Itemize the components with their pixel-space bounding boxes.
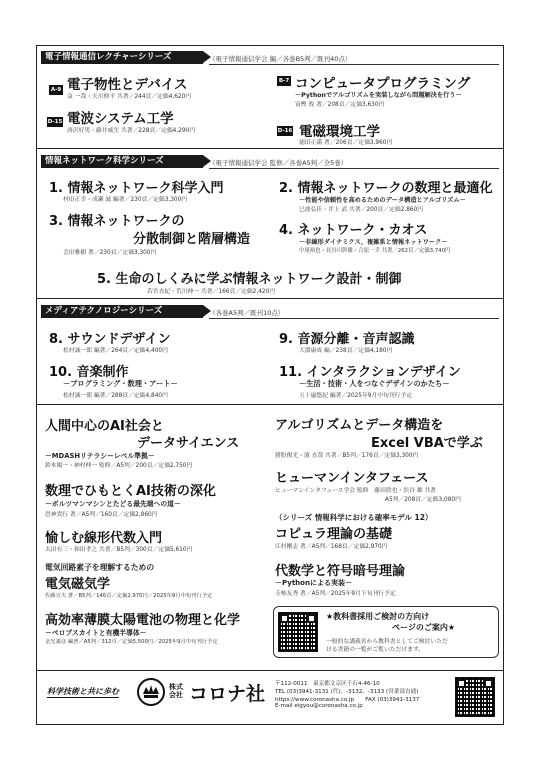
book-info: 鈴木陽一・神村伸一 監修／A5判／200頁／定価2,750円 — [45, 463, 193, 469]
book-title: 10. 音楽制作 — [49, 365, 129, 380]
book-info: 五十嵐悠紀 編著／2025年9月中旬刊行予定 — [299, 393, 413, 399]
publisher-phone: TEL (03)3941-3131 (代)、-3132、-3133 (営業部直通) — [275, 689, 419, 695]
book-info: A5判／208頁／定価3,080円 — [385, 497, 461, 503]
book-title: 電子物性とデバイス — [67, 77, 188, 93]
book-title: 電気磁気学 — [45, 577, 111, 592]
book-info: 江村剛志 著／A5判／168頁／定価2,970円 — [275, 544, 388, 550]
book-info: 会田雅樹 著／230頁／定価3,300円 — [63, 250, 157, 256]
corona-logo-icon — [137, 678, 165, 706]
book-info: 佐藤宣夫 著／B5判／146頁／定価2,970円／2025年9月中旬刊行予定 — [45, 593, 213, 599]
publisher-website-fax[interactable]: https://www.coronasha.co.jp FAX (03)3941-3137 — [275, 697, 420, 703]
callout-title: ★教科書採用ご検討の方向け — [326, 612, 430, 621]
book-subtitle: －ボルツマンマシンとたどる最先端への道－ — [45, 500, 181, 508]
book-title: 11. インタラクションデザイン — [279, 365, 461, 380]
book-subtitle: －ペロブスカイトと有機半導体－ — [45, 629, 147, 637]
book-subtitle: －Pythonによる実装－ — [275, 579, 352, 587]
book-subtitle: －性能や信頼性を高めるためのデータ構造とアルゴリズム－ — [299, 197, 466, 204]
divider — [209, 168, 499, 169]
book-info: 徳田正満 著／206頁／定価3,960円 — [299, 140, 393, 146]
qr-code-icon[interactable] — [455, 677, 495, 717]
publisher-address: 〒112-0011 東京都文京区千石4-46-10 — [275, 681, 380, 687]
book-info: 巳波弘佳・井上 武 共著／200頁／定価2,860円 — [299, 207, 424, 213]
book-title: 人間中心のAI社会と — [45, 419, 164, 434]
book-subtitle: －Pythonでアルゴリズムを実装しながら問題解決を行う－ — [295, 92, 462, 99]
book-info: 中尾裕也・長谷川幹雄・合原一幸 共著／262頁／定価3,740円 — [299, 248, 451, 254]
book-title: 4. ネットワーク・カオス — [279, 223, 428, 238]
publisher-email[interactable]: E-mail eigyou@coronasha.co.jp — [275, 703, 363, 709]
volume-badge: D-15 — [47, 119, 63, 125]
book-info: 金光義彦 編著／A5判／312頁／定価5,500円／2025年9月中旬刊行予定 — [45, 639, 218, 645]
book-info: 富樫 敦 著／208頁／定価3,630円 — [295, 102, 385, 108]
book-title: 数理でひもとくAI技術の深化 — [45, 484, 216, 499]
book-title-line2: データサイエンス — [137, 436, 240, 451]
qr-code-icon[interactable] — [278, 612, 318, 652]
divider — [209, 318, 499, 319]
book-title: 電磁環境工学 — [299, 124, 380, 140]
book-title: 5. 生命のしくみに学ぶ情報ネットワーク設計・制御 — [97, 272, 402, 287]
callout-body: ける書籍の一覧がご覧いただけます。 — [326, 647, 425, 653]
book-info: 恐神貴行 著／A5判／160頁／定価2,860円 — [45, 512, 158, 518]
volume-badge: D-16 — [277, 128, 293, 134]
volume-badge: A-9 — [50, 87, 62, 93]
section-divider — [37, 148, 503, 149]
book-title: 代数学と符号暗号理論 — [275, 564, 406, 579]
textbook-guide-callout[interactable] — [273, 606, 499, 658]
corp-type-label: 株式 会社 — [169, 683, 183, 699]
book-title: アルゴリズムとデータ構造を — [275, 418, 444, 433]
book-title-line2: 分散制御と階層構造 — [133, 232, 251, 247]
book-info: 松村誠一郎 編著／288頁／定価4,840円 — [63, 393, 168, 399]
section-note: （電子情報通信学会 編／各巻B5判／既刊40点） — [209, 55, 352, 63]
section-header-network-series: 情報ネットワーク科学シリーズ — [41, 155, 203, 168]
book-title: コンピュータプログラミング — [295, 76, 471, 92]
callout-body: 一般的な講義名から教科書としてご検討いただ — [326, 639, 448, 645]
section-header-media-series: メディアテクノロジーシリーズ — [41, 305, 203, 318]
section-divider — [37, 298, 503, 299]
book-title: ヒューマンインタフェース — [275, 471, 429, 486]
book-info: ヒューマンインタフェース学会 監修 藤田欣也・渋谷 雄 共著 — [275, 488, 436, 494]
book-info: 猪股俊光・濱 直哉 共著／B5判／176頁／定価3,300円 — [275, 453, 419, 459]
book-subtitle: －生活・技術・人をつなぐデザインのかたち－ — [299, 379, 450, 388]
book-title: 高効率薄膜太陽電池の物理と化学 — [45, 613, 241, 628]
section-note: （各巻A5判／既刊10点） — [209, 309, 285, 317]
volume-badge: B-7 — [278, 78, 290, 84]
section-divider — [37, 404, 503, 405]
book-subtitle: －プログラミング・数理・アート－ — [63, 379, 178, 388]
book-subtitle: －MDASHリテラシーレベル準拠－ — [45, 452, 155, 460]
book-title: コピュラ理論の基礎 — [275, 527, 393, 542]
book-info: 唐沢好男・藤井威生 共著／228頁／定価4,290円 — [67, 128, 196, 134]
book-info: 寺杣友秀 著／A5判／2025年9月下旬刊行予定 — [275, 591, 396, 597]
callout-title-line2: ページのご案内★ — [392, 623, 456, 632]
book-info: 松村誠一郎 編著／264頁／定価4,400円 — [63, 348, 168, 354]
book-title-line2: Excel VBAで学ぶ — [371, 436, 483, 451]
divider — [209, 64, 499, 65]
book-title: 2. 情報ネットワークの数理と最適化 — [279, 181, 493, 196]
book-title: 9. 音源分離・音声認識 — [279, 332, 415, 347]
book-title: 8. サウンドデザイン — [49, 332, 171, 347]
book-title: 電波システム工学 — [67, 111, 174, 127]
book-info: 益 一哉・天川修平 共著／244頁／定価4,620円 — [67, 94, 192, 100]
book-title: 愉しむ線形代数入門 — [45, 531, 163, 546]
section-header-lecture-series: 電子情報通信レクチャーシリーズ — [41, 51, 203, 64]
book-pretitle: 電気回路素子を理解するための — [45, 563, 155, 572]
publisher-slogan: 科学技術と共に歩む — [47, 687, 119, 696]
catalog-frame — [36, 45, 504, 725]
book-info: 太田有三・和田孝之 共著／B5判／300頁／定価5,610円 — [45, 547, 193, 553]
section-note: （電子情報通信学会 監修／各巻A5判／全5巻） — [209, 159, 348, 167]
book-info: 若宮直紀・荒川伸一 共著／166頁／定価2,420円 — [147, 289, 276, 295]
publisher-name: コロナ社 — [189, 683, 266, 705]
book-title: 3. 情報ネットワークの — [49, 214, 185, 229]
section-divider — [37, 670, 503, 671]
book-info: 村田正幸・成瀬 誠 編著／230頁／定価3,300円 — [63, 197, 188, 203]
book-title: 1. 情報ネットワーク科学入門 — [49, 181, 224, 196]
book-subtitle: －非線形ダイナミクス，複雑系と情報ネットワーク－ — [299, 239, 448, 246]
series-note: （シリーズ 情報科学における確率モデル 12） — [275, 513, 433, 522]
book-info: 大淵康成 編／238頁／定価4,180円 — [299, 348, 393, 354]
